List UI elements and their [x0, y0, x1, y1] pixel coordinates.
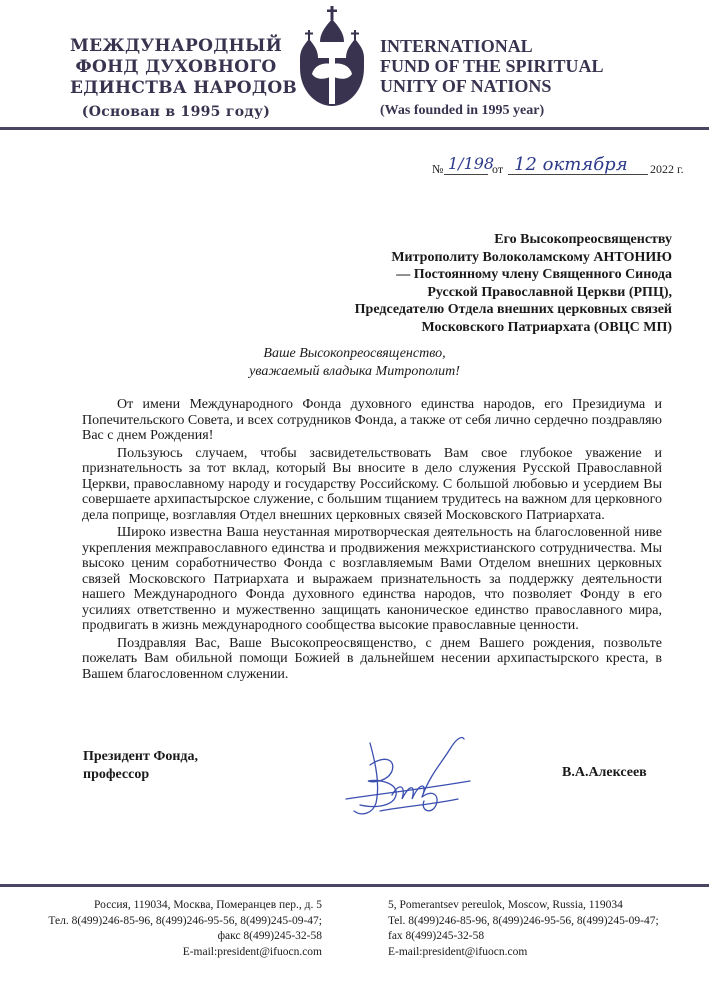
letterhead-ru-line-3: ЕДИНСТВА НАРОДОВ — [70, 78, 298, 98]
church-domes-logo-icon — [296, 6, 368, 110]
document-number: 1/198 — [448, 154, 495, 173]
footer-en-line: E-mail:president@ifuocn.com — [388, 945, 528, 958]
signer-name: В.А.Алексеев — [562, 765, 647, 780]
letterhead-english — [380, 36, 640, 121]
body-paragraph: От имени Международного Фонда духовного единства народов, его Президиума и Попечительского Совета, и всех сотрудников Фонда, а также от себя лично сердечно поздравляю Вас с днем Рождения! — [82, 397, 662, 443]
footer-en-line: 5, Pomerantsev pereulok, Moscow, Russia, 119034 — [388, 899, 623, 911]
letterhead-ru-line-1: МЕЖДУНАРОДНЫЙ — [70, 36, 283, 56]
letterhead-russian — [70, 36, 298, 123]
salutation-line-2: уважаемый владыка Митрополит! — [249, 364, 460, 379]
number-label: № — [432, 162, 444, 176]
signer-title-line-1: Президент Фонда, — [83, 749, 198, 764]
salutation — [0, 345, 709, 381]
body-paragraph: Пользуюсь случаем, чтобы засвидетельствовать Вам свое глубокое уважение и признательность за тот вклад, который Вы вносите в дело служения Русской Православной Церкви, православному народу и государству Российскому. С большой любовью и усердием Вы совершаете архипастырское служение, с большим тщанием трудитесь на важном для церковного дела поприще, возглавляя Отдел внешних церковных связей Московского Патриархата. — [82, 445, 662, 523]
addressee-line: Председателю Отдела внешних церковных связей — [354, 302, 672, 318]
letterhead-en-line-1: INTERNATIONAL — [380, 36, 533, 56]
header-divider — [0, 127, 709, 130]
footer-en-line: Tel. 8(499)246-85-96, 8(499)246-95-56, 8(499)245-09-47; — [388, 914, 659, 927]
addressee-line: Русской Православной Церкви (РПЦ), — [427, 284, 672, 300]
addressee-line: Московского Патриархата (ОВЦС МП) — [421, 319, 672, 335]
salutation-line-1: Ваше Высокопреосвященство, — [263, 346, 446, 361]
body-paragraph: Поздравляя Вас, Ваше Высокопреосвященство, с днем Вашего рождения, позвольте пожелать Вам обильной помощи Божией в дальнейшем несении архипастырского креста, в Вашем благословенном служении. — [82, 635, 662, 682]
addressee-block — [252, 231, 672, 337]
handwritten-date: 12 октября — [514, 154, 628, 175]
letterhead-ru-line-2: ФОНД ДУХОВНОГО — [75, 57, 277, 77]
letterhead-en-line-2: FUND OF THE SPIRITUAL — [380, 56, 604, 76]
addressee-line: Его Высокопреосвященству — [494, 232, 672, 247]
letter-body — [82, 397, 662, 684]
footer-en-line: fax 8(499)245-32-58 — [388, 930, 485, 942]
footer-ru-line: E-mail:president@ifuocn.com — [182, 945, 322, 958]
signer-title-line-2: профессор — [83, 767, 150, 782]
year-label: 2022 г. — [650, 162, 684, 176]
footer-contacts-russian — [20, 898, 322, 960]
footer-ru-line: Россия, 119034, Москва, Померанцев пер., д. 5 — [94, 899, 322, 911]
body-paragraph: Широко известна Ваша неустанная миротворческая деятельность на благословенной ниве укрепления межправославного единства и продвижения межхристианского сотрудничества. Мы высоко ценим соработничество Фонда с возглавляемым Вами Отделом внешних церковных связей Московского Патриархата и выражаем признательность за поддержку деятельности нашего Международного Фонда духовного единства народов, что позволяет Фонду в его усилиях ответственно и мужественно защищать каноническое единство православного мира, продвигать в жизнь международного сообщества высокие православные ценности. — [82, 525, 662, 633]
date-from-label: от — [492, 162, 504, 176]
signer-title — [83, 748, 198, 784]
footer-contacts-english — [388, 898, 698, 960]
letterhead-en-founded: (Was founded in 1995 year) — [380, 103, 545, 118]
footer-ru-line: факс 8(499)245-32-58 — [217, 930, 322, 942]
handwritten-signature — [340, 725, 480, 825]
footer-divider — [0, 884, 709, 887]
footer-ru-line: Тел. 8(499)246-85-96, 8(499)246-95-56, 8(499)245-09-47; — [48, 914, 322, 927]
reference-line — [432, 154, 692, 182]
letterhead-en-line-3: UNITY OF NATIONS — [380, 76, 552, 96]
addressee-line: Митрополиту Волоколамскому АНТОНИЮ — [391, 249, 672, 265]
addressee-line: — Постоянному члену Священного Синода — [396, 267, 672, 283]
letterhead-ru-founded: (Основан в 1995 году) — [81, 104, 271, 120]
